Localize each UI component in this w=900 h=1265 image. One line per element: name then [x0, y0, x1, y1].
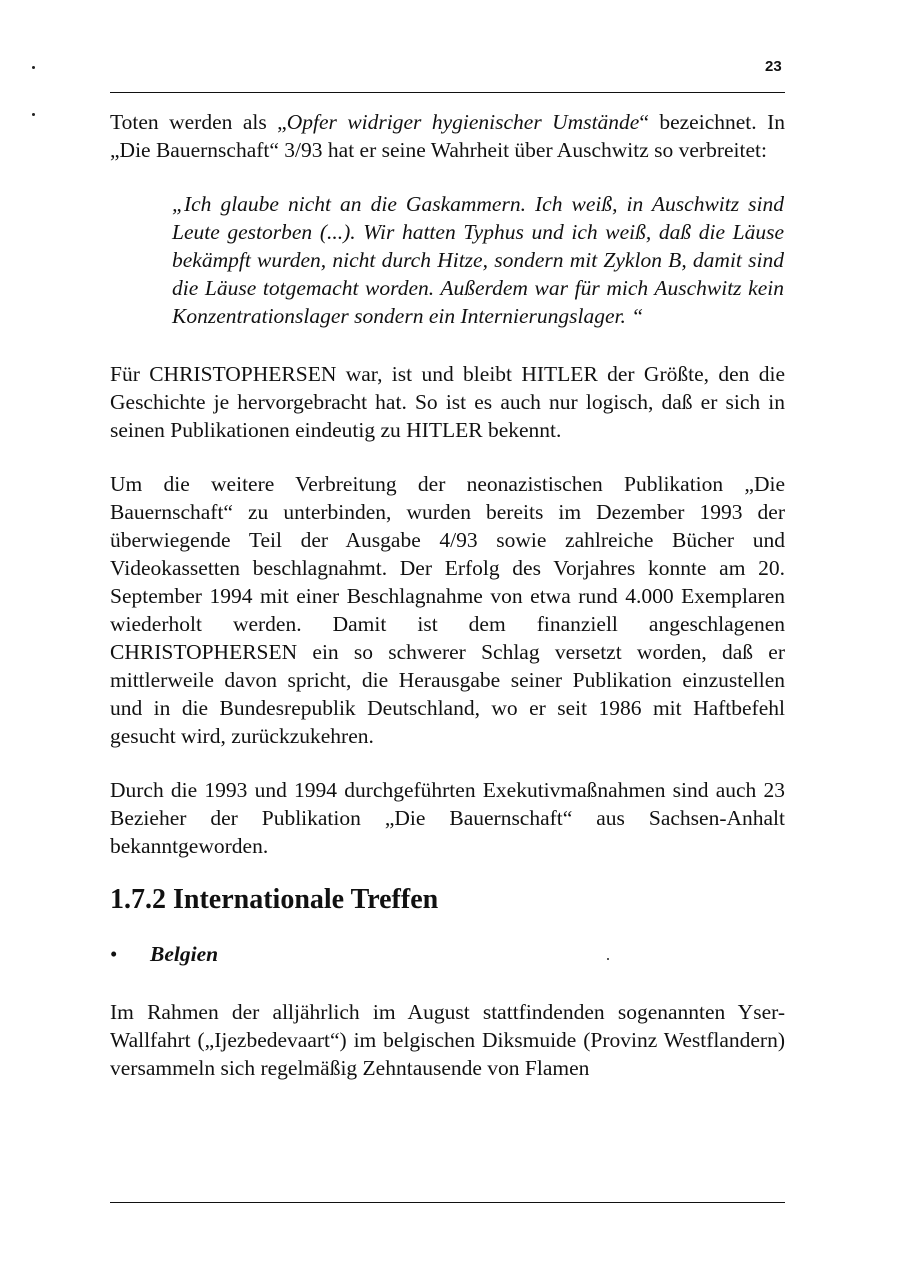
intro-text-start: Toten werden als „ — [110, 110, 287, 134]
bullet-label: Belgien — [150, 942, 219, 966]
header-rule — [110, 92, 785, 93]
body-paragraph: Für CHRISTOPHERSEN war, ist und bleibt HITLER der Größte, den die Geschichte je hervorgebracht hat. So ist es auch nur logisch, daß er sich in seinen Publikationen eindeutig zu HITLER bekennt. — [110, 362, 785, 442]
scan-speck — [32, 113, 35, 116]
footer-rule — [110, 1202, 785, 1203]
body-paragraph: Durch die 1993 und 1994 durchgeführten Exekutivmaßnahmen sind auch 23 Bezieher der Publikation „Die Bauernschaft“ aus Sachsen-Anhalt bekanntgeworden. — [110, 778, 785, 858]
intro-paragraph — [110, 108, 785, 164]
scan-speck — [32, 66, 35, 69]
section-title: Internationale Treffen — [173, 884, 439, 915]
block-quote: „Ich glaube nicht an die Gaskammern. Ich weiß, in Auschwitz sind Leute gestorben (...). Wir hatten Typhus und ich weiß, daß die Läuse bekämpft wurden, nicht durch Hitze, sondern mit Zyklon B, damit sind die Läuse totgemacht worden. Außerdem war für mich Auschwitz kein Konzentrationslager sondern ein Internierungslager. “ — [172, 192, 784, 328]
closing-paragraph: Im Rahmen der alljährlich im August stattfindenden sogenannten Yser-Wallfahrt („Ijezbedevaart“) im belgischen Diksmuide (Provinz Westflandern) versammeln sich regelmäßig Zehntausende von Flamen — [110, 1000, 785, 1080]
section-heading — [110, 886, 785, 914]
page-number: 23 — [765, 58, 782, 75]
section-number: 1.7.2 — [110, 884, 166, 915]
body-paragraph: Um die weitere Verbreitung der neonazistischen Publikation „Die Bauernschaft“ zu unterbinden, wurden bereits im Dezember 1993 der überwiegende Teil der Ausgabe 4/93 sowie zahlreiche Bücher und Videokassetten beschlagnahmt. Der Erfolg des Vorjahres konnte am 20. September 1994 mit einer Beschlagnahme von etwa rund 4.000 Exemplaren wiederholt werden. Damit ist dem finanziell angeschlagenen CHRISTOPHERSEN ein so schwerer Schlag versetzt worden, daß er mittlerweile davon spricht, die Herausgabe seiner Publikation einzustellen und in die Bundesrepublik Deutschland, wo er seit 1986 mit Haftbefehl gesucht wird, zurückzukehren. — [110, 472, 785, 748]
page-body — [110, 108, 785, 1082]
intro-emphasis: Opfer widriger hygienischer Umstände — [286, 110, 640, 134]
intro-text-end: “ bezeichnet. In „Die Bauernschaft“ 3/93 hat er seine Wahrheit über Auschwitz so verbreitet: — [110, 110, 785, 162]
bullet-item — [110, 940, 785, 968]
bullet-icon: • — [110, 942, 118, 966]
